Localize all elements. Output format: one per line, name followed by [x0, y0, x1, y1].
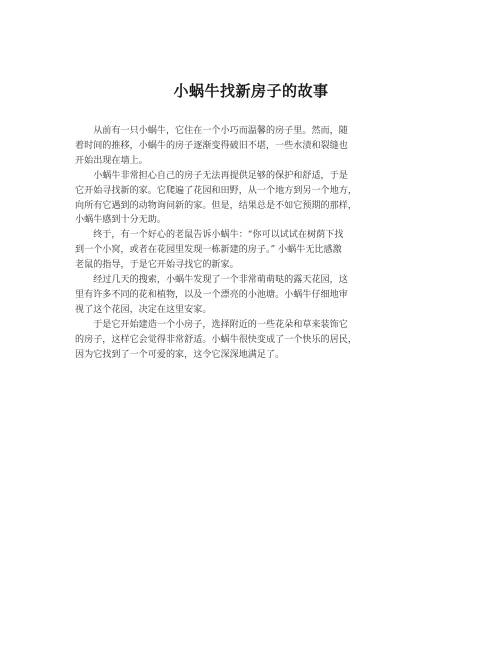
text-line: 里有许多不同的花和植物，以及一个漂亮的小池塘。小蜗牛仔细地审 [75, 289, 348, 300]
text-line: 终于，有一个好心的老鼠告诉小蜗牛：“你可以试试在树荫下找 [75, 230, 344, 241]
text-line: 的房子，这样它会觉得非常舒适。小蜗牛很快变成了一个快乐的居民， [75, 334, 357, 345]
paragraph-1 [75, 124, 435, 169]
text-line: 开始出现在墙上。 [75, 155, 148, 166]
text-line: 到一个小窝，或者在花园里发现一栋新建的房子。” 小蜗牛无比感激 [75, 245, 342, 256]
paragraph-3 [75, 228, 435, 273]
text-line: 因为它找到了一个可爱的家，这令它深深地满足了。 [75, 349, 285, 360]
text-line: 于是它开始建造一个小房子，选择附近的一些花朵和草来装饰它 [75, 319, 348, 330]
paragraph-4 [75, 273, 435, 318]
text-line: 经过几天的搜索，小蜗牛发现了一个非常萌萌哒的露天花园，这 [75, 275, 348, 286]
text-line: 着时间的推移，小蜗牛的房子逐渐变得破旧不堪，一些水渍和裂缝也 [75, 140, 348, 151]
text-line: 它开始寻找新的家。它爬遍了花园和田野，从一个地方到另一个地方， [75, 185, 357, 196]
text-line: 视了这个花园，决定在这里安家。 [75, 304, 212, 315]
text-line: 小蜗牛非常担心自己的房子无法再提供足够的保护和舒适，于是 [75, 170, 348, 181]
text-line: 小蜗牛感到十分无助。 [75, 215, 166, 226]
text-line: 老鼠的指导，于是它开始寻找它的新家。 [75, 260, 239, 271]
paragraph-5 [75, 318, 435, 363]
paragraph-2 [75, 169, 435, 229]
document-title: 小蜗牛找新房子的故事 [173, 82, 329, 100]
document-body [75, 124, 435, 363]
text-line: 从前有一只小蜗牛，它住在一个小巧而温馨的房子里。然而，随 [75, 126, 348, 136]
text-line: 向所有它遇到的动物询问新的家。但是，结果总是不如它预期的那样， [75, 200, 357, 211]
